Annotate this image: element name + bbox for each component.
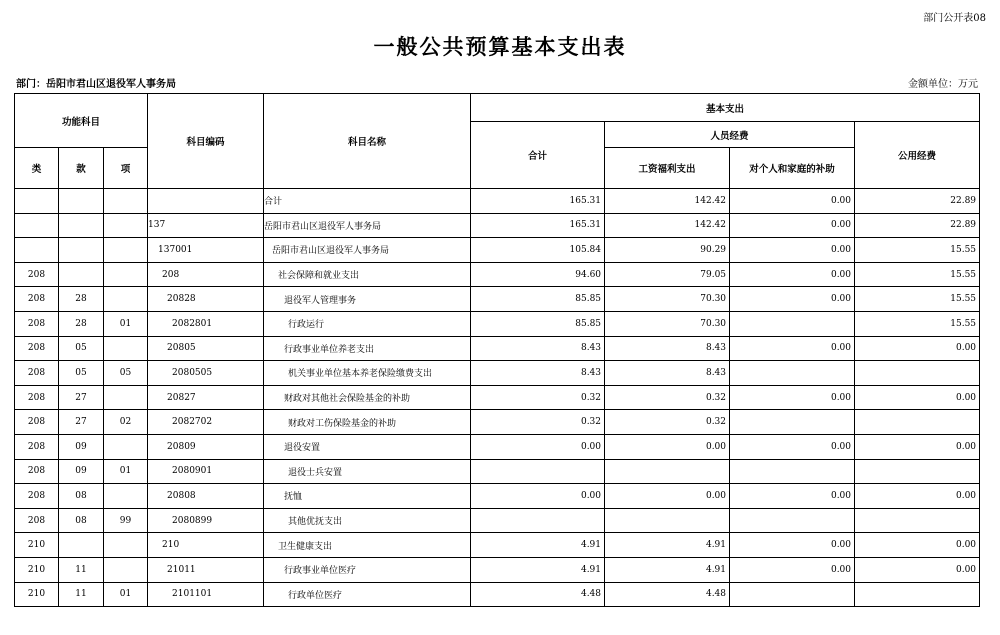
cell-xiang: 02 (104, 410, 148, 435)
cell-public: 15.55 (855, 311, 980, 336)
cell-wages: 0.32 (605, 410, 730, 435)
cell-code: 20827 (148, 385, 264, 410)
cell-total: 85.85 (471, 311, 605, 336)
cell-subsidy (730, 459, 855, 484)
cell-lei: 208 (15, 434, 59, 459)
cell-subsidy (730, 361, 855, 386)
table-row (15, 213, 980, 238)
cell-name: 行政单位医疗 (264, 582, 471, 607)
cell-subsidy: 0.00 (730, 213, 855, 238)
cell-total: 0.00 (471, 484, 605, 509)
cell-name: 卫生健康支出 (264, 533, 471, 558)
cell-lei: 208 (15, 336, 59, 361)
cell-public: 0.00 (855, 385, 980, 410)
cell-kuan: 11 (59, 582, 104, 607)
cell-code: 137001 (148, 238, 264, 263)
cell-xiang (104, 557, 148, 582)
cell-public: 0.00 (855, 434, 980, 459)
cell-wages (605, 459, 730, 484)
cell-wages: 79.05 (605, 262, 730, 287)
table-row (15, 459, 980, 484)
cell-wages: 0.00 (605, 434, 730, 459)
cell-public: 15.55 (855, 262, 980, 287)
header-personnel: 人员经费 (605, 122, 855, 148)
cell-total: 85.85 (471, 287, 605, 312)
cell-code: 210 (148, 533, 264, 558)
cell-kuan: 08 (59, 484, 104, 509)
cell-name: 机关事业单位基本养老保险缴费支出 (264, 361, 471, 386)
header-xiang: 项 (104, 148, 148, 189)
cell-public: 22.89 (855, 189, 980, 214)
cell-public: 15.55 (855, 287, 980, 312)
cell-xiang: 01 (104, 459, 148, 484)
cell-total: 4.91 (471, 557, 605, 582)
header-total: 合计 (471, 122, 605, 189)
header-code: 科目编码 (148, 94, 264, 189)
cell-wages: 70.30 (605, 287, 730, 312)
cell-xiang: 01 (104, 582, 148, 607)
cell-wages: 70.30 (605, 311, 730, 336)
cell-wages: 4.91 (605, 533, 730, 558)
cell-total: 4.91 (471, 533, 605, 558)
cell-name: 退役安置 (264, 434, 471, 459)
cell-wages (605, 508, 730, 533)
cell-total (471, 508, 605, 533)
cell-subsidy (730, 582, 855, 607)
cell-kuan (59, 262, 104, 287)
table-row (15, 189, 980, 214)
cell-kuan: 11 (59, 557, 104, 582)
cell-wages: 142.42 (605, 213, 730, 238)
cell-total: 0.00 (471, 434, 605, 459)
cell-public (855, 459, 980, 484)
cell-public: 22.89 (855, 213, 980, 238)
cell-lei (15, 189, 59, 214)
cell-name: 退役士兵安置 (264, 459, 471, 484)
table-row (15, 434, 980, 459)
cell-lei: 208 (15, 410, 59, 435)
cell-wages: 0.32 (605, 385, 730, 410)
department-label: 部门：岳阳市君山区退役军人事务局 (16, 79, 176, 90)
cell-wages: 4.91 (605, 557, 730, 582)
cell-wages: 8.43 (605, 361, 730, 386)
cell-xiang (104, 533, 148, 558)
cell-public: 0.00 (855, 557, 980, 582)
cell-name: 合计 (264, 189, 471, 214)
cell-kuan: 27 (59, 410, 104, 435)
cell-xiang (104, 262, 148, 287)
cell-total: 0.32 (471, 385, 605, 410)
cell-code: 20809 (148, 434, 264, 459)
header-basic-expenditure: 基本支出 (471, 94, 980, 122)
table-body (15, 189, 980, 607)
cell-code: 2082702 (148, 410, 264, 435)
cell-name: 行政事业单位医疗 (264, 557, 471, 582)
cell-total: 165.31 (471, 213, 605, 238)
cell-lei: 208 (15, 459, 59, 484)
cell-wages: 142.42 (605, 189, 730, 214)
cell-code (148, 189, 264, 214)
header-wages: 工资福利支出 (605, 148, 730, 189)
cell-lei: 208 (15, 385, 59, 410)
cell-xiang (104, 434, 148, 459)
cell-xiang (104, 336, 148, 361)
cell-xiang: 05 (104, 361, 148, 386)
cell-xiang (104, 189, 148, 214)
cell-kuan (59, 189, 104, 214)
table-row (15, 557, 980, 582)
cell-name: 岳阳市君山区退役军人事务局 (264, 213, 471, 238)
cell-public: 0.00 (855, 533, 980, 558)
cell-xiang (104, 287, 148, 312)
cell-total: 4.48 (471, 582, 605, 607)
cell-xiang (104, 385, 148, 410)
cell-xiang (104, 213, 148, 238)
cell-name: 社会保障和就业支出 (264, 262, 471, 287)
cell-name: 退役军人管理事务 (264, 287, 471, 312)
cell-name: 岳阳市君山区退役军人事务局 (264, 238, 471, 263)
cell-lei: 208 (15, 262, 59, 287)
cell-subsidy: 0.00 (730, 238, 855, 263)
cell-xiang: 01 (104, 311, 148, 336)
cell-name: 财政对其他社会保险基金的补助 (264, 385, 471, 410)
table-row (15, 508, 980, 533)
cell-code: 2101101 (148, 582, 264, 607)
cell-total: 0.32 (471, 410, 605, 435)
cell-code: 2080899 (148, 508, 264, 533)
cell-kuan: 09 (59, 459, 104, 484)
cell-wages: 8.43 (605, 336, 730, 361)
header-func-subject: 功能科目 (15, 94, 148, 148)
header-subsidy: 对个人和家庭的补助 (730, 148, 855, 189)
cell-kuan: 28 (59, 287, 104, 312)
cell-subsidy: 0.00 (730, 434, 855, 459)
header-kuan: 款 (59, 148, 104, 189)
cell-wages: 4.48 (605, 582, 730, 607)
cell-lei: 210 (15, 582, 59, 607)
cell-kuan: 08 (59, 508, 104, 533)
cell-subsidy (730, 410, 855, 435)
cell-public: 0.00 (855, 484, 980, 509)
cell-code: 2082801 (148, 311, 264, 336)
cell-xiang (104, 238, 148, 263)
cell-kuan: 09 (59, 434, 104, 459)
cell-subsidy: 0.00 (730, 287, 855, 312)
cell-kuan: 28 (59, 311, 104, 336)
table-row (15, 311, 980, 336)
cell-public (855, 582, 980, 607)
cell-kuan: 05 (59, 361, 104, 386)
table-row (15, 410, 980, 435)
cell-subsidy: 0.00 (730, 385, 855, 410)
cell-total: 8.43 (471, 336, 605, 361)
cell-name: 财政对工伤保险基金的补助 (264, 410, 471, 435)
table-row (15, 262, 980, 287)
cell-code: 20828 (148, 287, 264, 312)
cell-public (855, 410, 980, 435)
cell-code: 20808 (148, 484, 264, 509)
cell-name: 行政运行 (264, 311, 471, 336)
cell-wages: 0.00 (605, 484, 730, 509)
cell-lei: 210 (15, 533, 59, 558)
cell-public (855, 361, 980, 386)
header-name: 科目名称 (264, 94, 471, 189)
table-row (15, 385, 980, 410)
header-public: 公用经费 (855, 122, 980, 189)
table-row (15, 336, 980, 361)
cell-lei (15, 213, 59, 238)
cell-total: 165.31 (471, 189, 605, 214)
cell-kuan: 27 (59, 385, 104, 410)
cell-code: 208 (148, 262, 264, 287)
cell-kuan (59, 533, 104, 558)
cell-subsidy: 0.00 (730, 189, 855, 214)
cell-lei: 208 (15, 508, 59, 533)
cell-xiang (104, 484, 148, 509)
table-row (15, 582, 980, 607)
cell-code: 2080505 (148, 361, 264, 386)
cell-kuan (59, 213, 104, 238)
cell-subsidy (730, 311, 855, 336)
cell-lei: 208 (15, 287, 59, 312)
cell-public: 15.55 (855, 238, 980, 263)
cell-code: 137 (148, 213, 264, 238)
amount-unit-label: 金额单位：万元 (908, 79, 978, 90)
cell-lei: 210 (15, 557, 59, 582)
cell-lei: 208 (15, 484, 59, 509)
cell-subsidy: 0.00 (730, 262, 855, 287)
cell-total: 105.84 (471, 238, 605, 263)
cell-subsidy: 0.00 (730, 557, 855, 582)
cell-lei (15, 238, 59, 263)
cell-subsidy: 0.00 (730, 484, 855, 509)
table-row (15, 361, 980, 386)
table-row (15, 484, 980, 509)
cell-public (855, 508, 980, 533)
cell-code: 2080901 (148, 459, 264, 484)
cell-name: 行政事业单位养老支出 (264, 336, 471, 361)
cell-public: 0.00 (855, 336, 980, 361)
cell-subsidy: 0.00 (730, 336, 855, 361)
form-number: 部门公开表08 (923, 13, 986, 24)
cell-name: 其他优抚支出 (264, 508, 471, 533)
cell-subsidy: 0.00 (730, 533, 855, 558)
header-lei: 类 (15, 148, 59, 189)
page-title: 一般公共预算基本支出表 (373, 34, 627, 59)
cell-kuan (59, 238, 104, 263)
cell-total (471, 459, 605, 484)
budget-table (14, 93, 980, 607)
cell-code: 20805 (148, 336, 264, 361)
cell-lei: 208 (15, 311, 59, 336)
cell-xiang: 99 (104, 508, 148, 533)
cell-subsidy (730, 508, 855, 533)
table-row (15, 238, 980, 263)
cell-total: 8.43 (471, 361, 605, 386)
cell-wages: 90.29 (605, 238, 730, 263)
table-row (15, 533, 980, 558)
cell-code: 21011 (148, 557, 264, 582)
cell-kuan: 05 (59, 336, 104, 361)
table-row (15, 287, 980, 312)
cell-lei: 208 (15, 361, 59, 386)
cell-name: 抚恤 (264, 484, 471, 509)
cell-total: 94.60 (471, 262, 605, 287)
